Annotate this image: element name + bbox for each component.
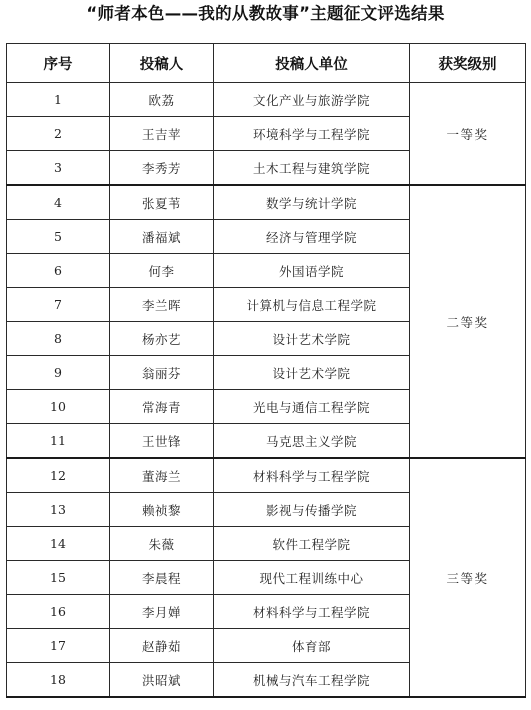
- cell-serial-number: 17: [7, 629, 110, 663]
- cell-author-unit: 土木工程与建筑学院: [214, 151, 410, 186]
- cell-serial-number: 15: [7, 561, 110, 595]
- cell-author-unit: 材料科学与工程学院: [214, 458, 410, 493]
- cell-serial-number: 7: [7, 288, 110, 322]
- cell-author-name: 王世锋: [110, 424, 214, 459]
- cell-award-level: 一等奖: [410, 83, 526, 186]
- table-row: [7, 185, 526, 220]
- cell-author-name: 何李: [110, 254, 214, 288]
- cell-author-unit: 影视与传播学院: [214, 493, 410, 527]
- cell-author-name: 李月婵: [110, 595, 214, 629]
- cell-author-name: 翁丽芬: [110, 356, 214, 390]
- cell-serial-number: 13: [7, 493, 110, 527]
- cell-author-unit: 文化产业与旅游学院: [214, 83, 410, 117]
- cell-author-unit: 设计艺术学院: [214, 322, 410, 356]
- table-row: [7, 458, 526, 493]
- cell-author-name: 潘福斌: [110, 220, 214, 254]
- cell-author-name: 李兰晖: [110, 288, 214, 322]
- cell-author-unit: 体育部: [214, 629, 410, 663]
- cell-author-name: 欧荔: [110, 83, 214, 117]
- document-title: “师者本色——我的从教故事”主题征文评选结果: [86, 4, 445, 23]
- cell-serial-number: 14: [7, 527, 110, 561]
- cell-author-name: 赵静茹: [110, 629, 214, 663]
- cell-author-unit: 数学与统计学院: [214, 185, 410, 220]
- table-row: [7, 83, 526, 117]
- cell-author-unit: 环境科学与工程学院: [214, 117, 410, 151]
- cell-author-name: 李晨程: [110, 561, 214, 595]
- cell-serial-number: 5: [7, 220, 110, 254]
- cell-serial-number: 6: [7, 254, 110, 288]
- cell-serial-number: 18: [7, 663, 110, 698]
- cell-serial-number: 12: [7, 458, 110, 493]
- cell-author-unit: 材料科学与工程学院: [214, 595, 410, 629]
- cell-author-unit: 外国语学院: [214, 254, 410, 288]
- cell-serial-number: 2: [7, 117, 110, 151]
- cell-author-unit: 计算机与信息工程学院: [214, 288, 410, 322]
- cell-author-name: 李秀芳: [110, 151, 214, 186]
- cell-author-unit: 马克思主义学院: [214, 424, 410, 459]
- cell-author-unit: 设计艺术学院: [214, 356, 410, 390]
- cell-author-unit: 现代工程训练中心: [214, 561, 410, 595]
- cell-author-unit: 经济与管理学院: [214, 220, 410, 254]
- cell-author-name: 常海青: [110, 390, 214, 424]
- cell-author-name: 赖祯黎: [110, 493, 214, 527]
- table-header-row: [7, 44, 526, 83]
- header-author-unit: 投稿人单位: [214, 44, 410, 83]
- header-award-level: 获奖级别: [410, 44, 526, 83]
- cell-author-name: 董海兰: [110, 458, 214, 493]
- cell-award-level: 三等奖: [410, 458, 526, 697]
- header-serial-number: 序号: [7, 44, 110, 83]
- cell-serial-number: 4: [7, 185, 110, 220]
- cell-author-unit: 机械与汽车工程学院: [214, 663, 410, 698]
- cell-award-level: 二等奖: [410, 185, 526, 458]
- cell-serial-number: 8: [7, 322, 110, 356]
- cell-serial-number: 1: [7, 83, 110, 117]
- cell-author-name: 王吉苹: [110, 117, 214, 151]
- cell-author-name: 张夏苇: [110, 185, 214, 220]
- header-author: 投稿人: [110, 44, 214, 83]
- cell-author-unit: 软件工程学院: [214, 527, 410, 561]
- results-table-body: [7, 83, 526, 698]
- cell-author-name: 洪昭斌: [110, 663, 214, 698]
- cell-serial-number: 3: [7, 151, 110, 186]
- cell-serial-number: 11: [7, 424, 110, 459]
- cell-serial-number: 9: [7, 356, 110, 390]
- cell-author-name: 朱薇: [110, 527, 214, 561]
- cell-serial-number: 10: [7, 390, 110, 424]
- cell-author-unit: 光电与通信工程学院: [214, 390, 410, 424]
- results-table: [6, 43, 526, 698]
- cell-serial-number: 16: [7, 595, 110, 629]
- cell-author-name: 杨亦艺: [110, 322, 214, 356]
